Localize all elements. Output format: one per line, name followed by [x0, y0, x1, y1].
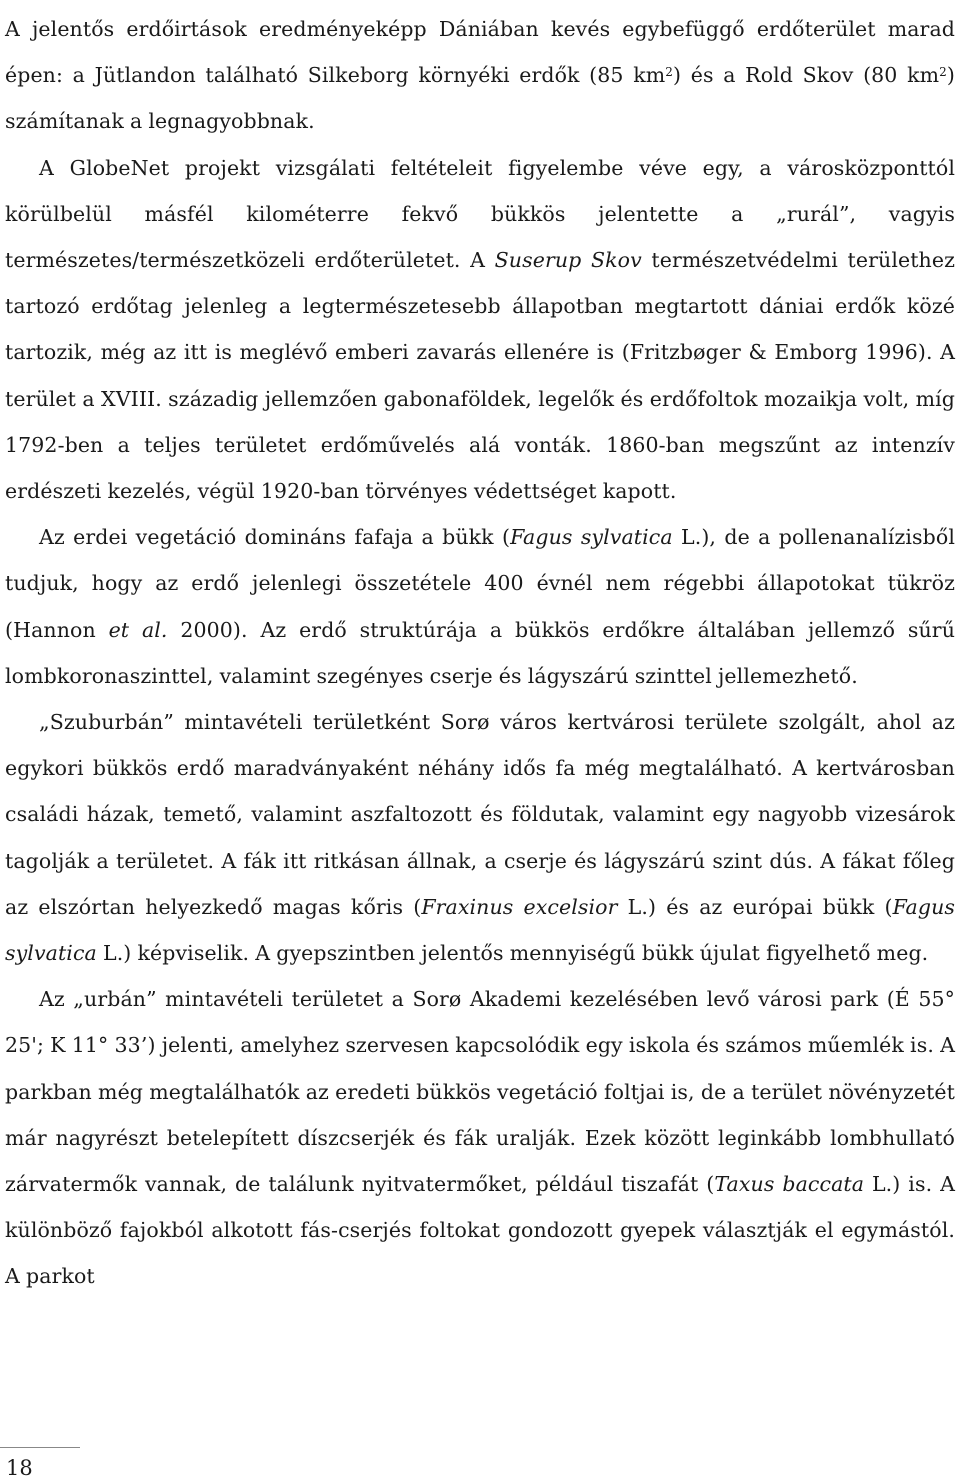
- italic-text: et al.: [108, 617, 168, 642]
- paragraph-p2: [5, 145, 955, 515]
- text-run: „Szuburbán” mintavételi területként Sorø város kertvárosi területe szolgált, ahol az egykori bükkös erdő maradványaként néhány idős fa még megtalálható. A kertvárosban családi házak, temető, valamint aszfaltozott és földutak, valamint egy nagyobb vizesárok tagolják a területet. A fák itt ritkásan állnak, a cserje és lágyszárú szint dús. A fákat főleg az elszórtan helyezkedő magas kőris (: [5, 710, 955, 919]
- text-run: ) számítanak a legnagyobbnak.: [5, 63, 955, 134]
- text-run: L.) képviselik. A gyepszintben jelentős mennyiségű bükk újulat figyelhető meg.: [96, 941, 929, 966]
- footer-divider: [0, 1447, 80, 1448]
- italic-text: Fagus sylvatica: [510, 525, 673, 550]
- paragraph-p5: [5, 976, 955, 1299]
- italic-text: Suserup Skov: [494, 248, 642, 273]
- text-run: természetvédelmi területhez tartozó erdőtag jelenleg a legtermészetesebb állapotban megtartott dániai erdők közé tartozik, még az itt is meglévő emberi zavarás ellenére is (Fritzbøger & Emborg 1996). A terület a XVIII. századig jellemzően gabonaföldek, legelők és erdőfoltok mozaikja volt, míg 1792-ben a teljes területet erdőművelés alá vonták. 1860-ban megszűnt az intenzív erdészeti kezelés, végül 1920-ban törvényes védettséget kapott.: [5, 248, 955, 504]
- italic-text: Taxus baccata: [714, 1172, 865, 1197]
- text-run: L.) és az európai bükk (: [617, 894, 893, 919]
- paragraph-p3: [5, 514, 955, 699]
- superscript: 2: [939, 65, 947, 80]
- superscript: 2: [665, 65, 674, 80]
- text-run: A jelentős erdőirtások eredményeképp Dániában kevés egybefüggő erdőterület marad épen: a Jütlandon található Silkeborg környéki erdők (85 km: [5, 17, 955, 88]
- text-run: L.), de a pollenanalízisből tudjuk, hogy az erdő jelenlegi összetétele 400 évnél nem régebbi állapotokat tükröz (Hannon: [5, 525, 956, 642]
- text-run: A GlobeNet projekt vizsgálati feltételeit figyelembe véve egy, a városközponttól körülbelül másfél kilométerre fekvő bükkös jelentette a „rurál”, vagyis természetes/természetközeli erdőterületet. A: [5, 155, 955, 273]
- text-run: ) és a Rold Skov (80 km: [673, 63, 940, 88]
- text-run: L.) is. A különböző fajokból alkotott fás-cserjés foltokat gondozott gyepek választják el egymástól. A parkot: [5, 1172, 955, 1289]
- text-run: Az erdei vegetáció domináns fafaja a bükk (: [39, 525, 511, 550]
- italic-text: Fagus sylvatica: [5, 894, 955, 966]
- page-number: 18: [6, 1456, 33, 1480]
- paragraph-p4: [5, 699, 955, 976]
- paragraph-p1: [5, 6, 955, 145]
- text-run: 2000). Az erdő struktúrája a bükkös erdőkre általában jellemző sűrű lombkoronaszinttel, valamint szegényes cserje és lágyszárú szinttel jellemezhető.: [5, 617, 955, 688]
- text-run: Az „urbán” mintavételi területet a Sorø Akademi kezelésében levő városi park (É 55° 25'; K 11° 33’) jelenti, amelyhez szervesen kapcsolódik egy iskola és számos műemlék is. A parkban még megtalálhatók az eredeti bükkös vegetáció foltjai is, de a terület növényzetét már nagyrészt betelepített díszcserjék és fák uralják. Ezek között leginkább lombhullató zárvatermők vannak, de találunk nyitvatermőket, például tiszafát (: [5, 987, 955, 1197]
- italic-text: Fraxinus excelsior: [421, 894, 618, 919]
- body-text: [5, 6, 955, 1300]
